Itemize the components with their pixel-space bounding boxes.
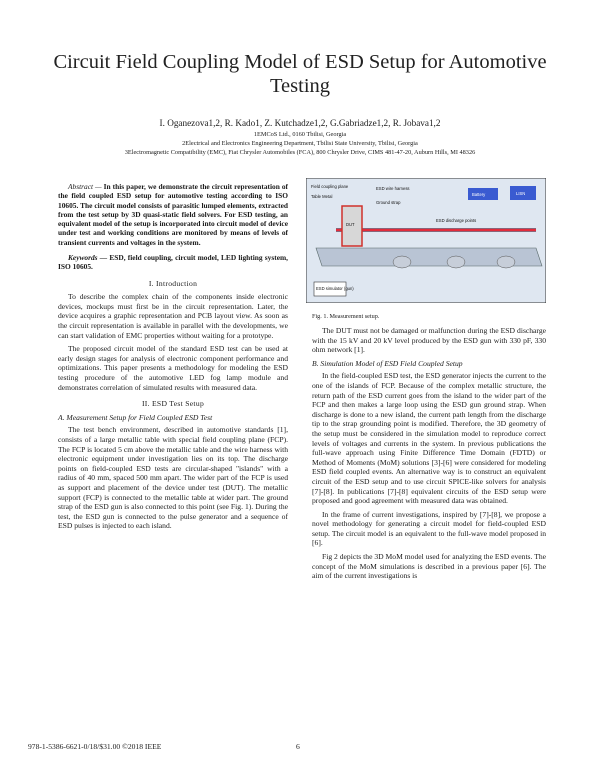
label-dut: DUT xyxy=(346,222,355,227)
left-column xyxy=(58,182,288,535)
author-list: I. Oganezova1,2, R. Kado1, Z. Kutchadze1,2, G.Gabriadze1,2, R. Jobava1,2 xyxy=(159,118,441,128)
label-battery: Battery xyxy=(472,192,486,197)
right-column xyxy=(312,326,546,585)
figure-1-caption: Fig. 1. Measurement setup. xyxy=(312,313,380,320)
discharge-point-1 xyxy=(393,256,411,268)
intro-paragraph-1: To describe the complex chain of the components inside electronic devices, mockups must first be in the circuit representation. Later, the device acquires a graphic representation and PCB layout view. As soon as the circuit representation is available in parallel with the developments, we can start validation of EMC properties without waiting for a prototype. xyxy=(58,292,288,340)
subheading-measurement-setup: A. Measurement Setup for Field Coupled ESD Test xyxy=(58,412,213,422)
abstract-text: In this paper, we demonstrate the circuit representation of the field coupled ESD setup for automotive testing according to ISO 10605. The circuit model consists of parasitic lumped elements, extracted from the test setup by 3D quasi-static field solvers. For ESD testing, an equivalent model of the setup is incorporated into circuit model of device under test and working conditions are monitored by means of levels of transient currents and voltages in the system. xyxy=(58,182,288,247)
label-discharge: ESD discharge points xyxy=(436,218,477,223)
affiliation-3: 3Electromagnetic Compatibility (EMC), Fiat Chrysler Automobiles (FCA), 800 Chrysler Drive, CIMS 481-47-20, Auburn Hills, MI 48326 xyxy=(124,149,476,156)
simulation-paragraph-2: In the frame of current investigations, inspired by [7]-[8], we propose a novel methodology for generating a circuit model for field-coupled ESD setup. The circuit model is an equivalent to the full-wave model proposed in [6]. xyxy=(312,509,546,548)
section-heading-esd-setup: II. ESD Test Setup xyxy=(141,399,205,409)
figure-1-measurement-setup xyxy=(306,178,546,303)
keywords-text: ESD, field coupling, circuit model, LED lighting system, ISO 10605. xyxy=(58,253,288,272)
abstract xyxy=(58,182,288,247)
setup-paragraph: The test bench environment, described in automotive standards [1], consists of a large metallic table with special field coupling plane (FCP). The FCP is located 5 cm above the metallic table and the wire harness with electronic equipment under investigation lies on its top. The discharge points on field-coupled ESD tests are circular-shaped "islands" with a radius of 40 mm, spaced 500 mm apart. The wider part of the FCP is used as support and placement of the device under test (DUT). The metallic support (FCP) is connected to the metallic table at wider part. The ground strap of the ESD gun is also connected to this point (see Fig. 1). During the test, the ESD gun is connected to the pulse generator and a sequence of ESD pulses is injected to each island. xyxy=(58,425,288,531)
affiliation-2: 2Electrical and Electronics Engineering Department, Tbilisi State University, Tbilisi, Georgia xyxy=(182,140,418,147)
footer-isbn: 978-1-5386-6621-0/18/$31.00 ©2018 IEEE xyxy=(28,742,162,751)
label-gun: ESD simulator (gun) xyxy=(316,286,354,291)
dut-paragraph: The DUT must not be damaged or malfunction during the ESD discharge with the 15 kV and 20 kV level produced by the ESD gun with 330 pF, 330 ohm network [1]. xyxy=(312,326,546,355)
label-table: Table Metal xyxy=(311,194,333,199)
label-wire: ESD wire harness xyxy=(376,186,410,191)
affiliation-1: 1EMCoS Ltd., 0160 Tbilisi, Georgia xyxy=(253,131,347,138)
section-heading-introduction: I. Introduction xyxy=(148,278,198,288)
abstract-label: Abstract — xyxy=(68,182,102,191)
subheading-simulation-model: B. Simulation Model of ESD Field Coupled Setup xyxy=(312,358,463,368)
keywords-label: Keywords — xyxy=(68,253,108,263)
intro-paragraph-2: The proposed circuit model of the standard ESD test can be used at early design stages for analysis of electronic component performance and optimizations. This paper presents a methodology for modeling the ESD testing procedure of the automotive LED fog lamp module and demonstrates correlation of simulated results with measured data. xyxy=(58,344,288,392)
label-field-plane: Field coupling plane xyxy=(311,184,349,189)
discharge-point-2 xyxy=(447,256,465,268)
label-lisn: LISN xyxy=(516,191,526,196)
simulation-paragraph-1: In the field-coupled ESD test, the ESD generator injects the current to the one of the islands of FCP. Because of the complex metallic structure, the return path of the ESD current goes from the island to the wider part of the FCP and then makes a large loop using the ESD gun ground strap. When discharge is done to a new island, the current path length from the discharge tip to the strap grounding point is modified. Therefore, the 3D geometry of the setup must be considered in the simulation model to reproduce correct levels of voltages and currents in the system. In previous publications the full-wave approach using Finite Difference Time Domain (FDTD) or Method of Moments (MoM) solutions [3]-[6] were considered for modeling ESD field coupled events. An alternative way is to construct an equivalent circuit of the ESD setup and to use circuit SPICE-like solvers for analysis [7]-[8]. In publications [7]-[8] equivalent circuits of the ESD setup were proposed and good agreement with measured data was obtained. xyxy=(312,371,546,506)
label-ground: Ground strap xyxy=(376,200,401,205)
keywords xyxy=(58,253,288,272)
page-number: 6 xyxy=(296,742,300,751)
paper-title: Circuit Field Coupling Model of ESD Setup for Automotive Testing xyxy=(53,51,547,97)
simulation-paragraph-3: Fig 2 depicts the 3D MoM model used for analyzing the ESD events. The concept of the MoM simulations is described in a previous paper [6]. The aim of the current investigations is xyxy=(312,552,546,581)
discharge-point-3 xyxy=(497,256,515,268)
